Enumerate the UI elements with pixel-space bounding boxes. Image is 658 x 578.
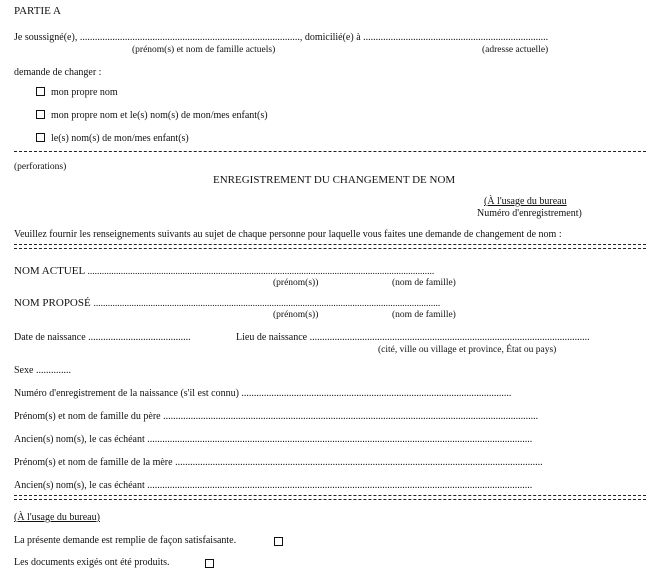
current-first-caption: (prénom(s)) — [273, 278, 319, 288]
mother-former-field[interactable]: .......................................................................................................................................................... — [147, 480, 533, 491]
option-own-and-children — [36, 110, 268, 122]
proposed-name-field[interactable]: .................................................................................................................................................. — [93, 299, 441, 309]
mother-field[interactable]: ................................................................................................................................................... — [175, 457, 543, 468]
request-label: demande de changer : — [14, 67, 102, 78]
option-own-name-label: mon propre nom — [51, 87, 118, 98]
part-a-heading: PARTIE A — [14, 5, 61, 17]
current-last-caption: (nom de famille) — [392, 278, 456, 288]
double-separator-top — [14, 244, 646, 249]
mother-former-label: Ancien(s) nom(s), le cas échéant — [14, 480, 148, 491]
current-name-blank[interactable]: ........................................................................................ — [79, 32, 300, 43]
birth-date-label: Date de naissance — [14, 332, 89, 343]
birth-place-field[interactable]: ................................................................................................................ — [309, 332, 590, 343]
declarant-line — [14, 32, 548, 44]
option-children-only — [36, 133, 189, 145]
birth-registration-row — [14, 388, 511, 400]
proposed-name-label: NOM PROPOSÉ — [14, 297, 94, 309]
mother-former-row — [14, 480, 532, 492]
office-use-label: (À l'usage du bureau — [484, 196, 567, 207]
declarant-label: Je soussigné(e), — [14, 32, 80, 43]
proposed-first-caption: (prénom(s)) — [273, 310, 319, 320]
father-former-label: Ancien(s) nom(s), le cas échéant — [14, 434, 148, 445]
current-name-row — [14, 265, 434, 278]
option-children-only-label: le(s) nom(s) de mon/mes enfant(s) — [51, 133, 189, 144]
birth-place-row — [236, 332, 590, 344]
perforations-label: (perforations) — [14, 162, 67, 172]
mother-label: Prénom(s) et nom de famille de la mère — [14, 457, 176, 468]
office-heading: (À l'usage du bureau) — [14, 512, 100, 523]
check-satisfactory-checkbox[interactable] — [274, 537, 283, 546]
check-documents-label: Les documents exigés ont été produits. — [14, 557, 170, 568]
father-former-row — [14, 434, 532, 446]
current-name-label: NOM ACTUEL — [14, 265, 88, 277]
father-row — [14, 411, 538, 423]
birth-date-field[interactable]: ......................................... — [88, 332, 191, 343]
current-name-caption: (prénom(s) et nom de famille actuels) — [132, 45, 276, 55]
sex-label: Sexe — [14, 365, 36, 376]
option-own-name-checkbox[interactable] — [36, 87, 45, 96]
registration-number-label: Numéro d'enregistrement) — [477, 208, 582, 219]
father-former-field[interactable]: .......................................................................................................................................................... — [147, 434, 533, 445]
birth-place-label: Lieu de naissance — [236, 332, 310, 343]
proposed-last-caption: (nom de famille) — [392, 310, 456, 320]
option-own-name — [36, 87, 118, 99]
address-caption: (adresse actuelle) — [482, 45, 549, 55]
check-documents-checkbox[interactable] — [205, 559, 214, 568]
proposed-name-row — [14, 297, 440, 310]
sex-row — [14, 365, 71, 377]
residence-label: , domicilié(e) à — [299, 32, 364, 43]
option-own-and-children-label: mon propre nom et le(s) nom(s) de mon/mes enfant(s) — [51, 110, 268, 121]
birth-place-caption: (cité, ville ou village et province, État ou pays) — [378, 345, 557, 355]
father-label: Prénom(s) et nom de famille du père — [14, 411, 164, 422]
double-separator-bottom — [14, 495, 646, 500]
instruction-text: Veuillez fournir les renseignements suivants au sujet de chaque personne pour laquelle vous faites une demande de changement de nom : — [14, 229, 562, 240]
perforation-line — [14, 151, 646, 152]
father-field[interactable]: ...................................................................................................................................................... — [163, 411, 539, 422]
mother-row — [14, 457, 543, 469]
sex-field[interactable]: .............. — [35, 365, 71, 376]
birth-registration-label: Numéro d'enregistrement de la naissance (s'il est connu) — [14, 388, 242, 399]
current-name-field[interactable]: .................................................................................................................................................. — [87, 267, 435, 277]
option-children-only-checkbox[interactable] — [36, 133, 45, 142]
birth-date-row — [14, 332, 191, 344]
registration-title: ENREGISTREMENT DU CHANGEMENT DE NOM — [213, 174, 456, 186]
option-own-and-children-checkbox[interactable] — [36, 110, 45, 119]
address-blank[interactable]: .......................................................................... — [363, 32, 549, 43]
birth-registration-field[interactable]: ............................................................................................................ — [241, 388, 512, 399]
check-satisfactory-label: La présente demande est remplie de façon satisfaisante. — [14, 535, 237, 546]
